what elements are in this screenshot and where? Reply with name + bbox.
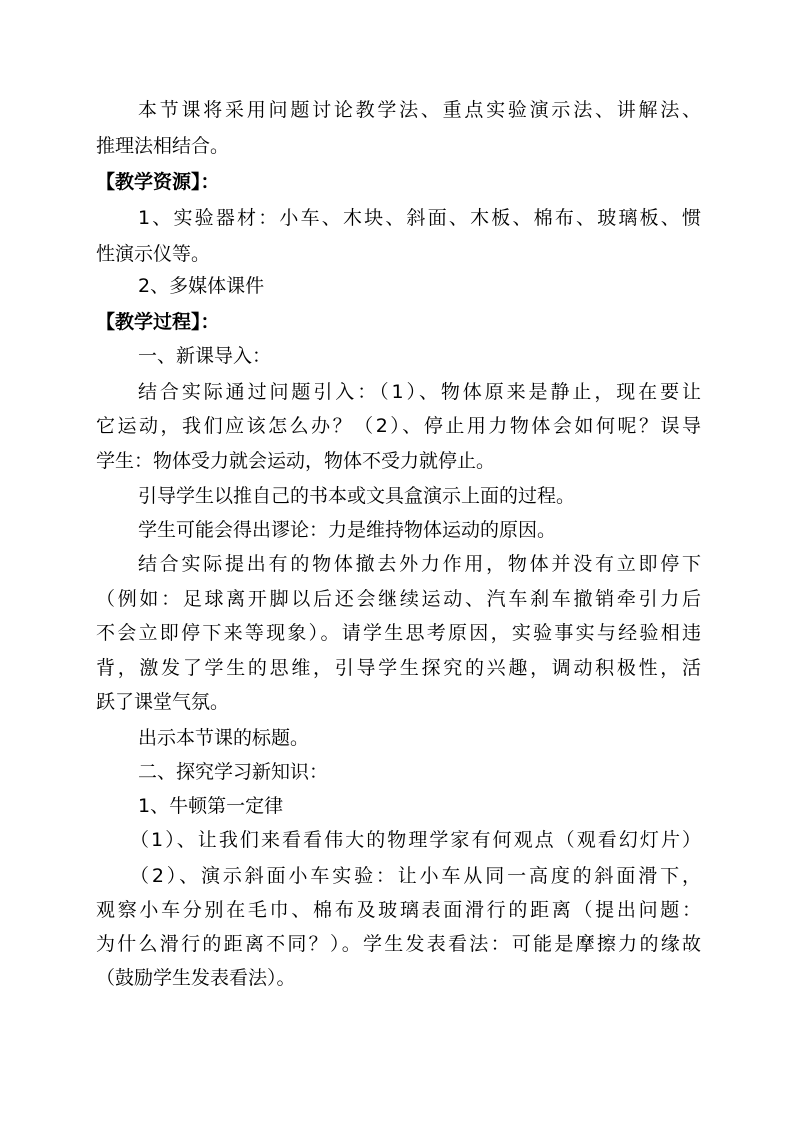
paragraph-line: 为什么滑行的距离不同？）。学生发表看法：可能是摩擦力的缘故: [96, 933, 701, 955]
paragraph-line: 2、多媒体课件: [138, 275, 265, 297]
section-heading-resources: 【教学资源】：: [96, 171, 220, 193]
paragraph-line: 1、实验器材：小车、木块、斜面、木板、棉布、玻璃板、惯: [138, 207, 701, 229]
paragraph-line: （鼓励学生发表看法）。: [96, 967, 296, 989]
paragraph-line: 结合实际通过问题引入：（1）、物体原来是静止，现在要让: [138, 381, 701, 403]
paragraph-line: 1、牛顿第一定律: [138, 795, 284, 817]
paragraph-line: 它运动，我们应该怎么办？（2）、停止用力物体会如何呢？误导: [96, 415, 701, 437]
paragraph-line: 结合实际提出有的物体撤去外力作用，物体并没有立即停下: [138, 553, 701, 575]
paragraph-line: 引导学生以推自己的书本或文具盒演示上面的过程。: [138, 485, 576, 507]
paragraph-line: （1）、让我们来看看伟大的物理学家有何观点（观看幻灯片）: [130, 829, 701, 851]
paragraph-line: 出示本节课的标题。: [138, 727, 310, 749]
paragraph-line: 推理法相结合。: [96, 135, 230, 157]
paragraph-line: 跃了课堂气氛。: [96, 691, 230, 713]
paragraph-line: 背，激发了学生的思维，引导学生探究的兴趣，调动积极性，活: [96, 657, 701, 679]
paragraph-line: 学生可能会得出谬论：力是维持物体运动的原因。: [138, 519, 557, 541]
paragraph-line: 二、探究学习新知识：: [138, 761, 329, 783]
section-heading-process: 【教学过程】：: [96, 311, 220, 333]
paragraph-line: （2）、演示斜面小车实验：让小车从同一高度的斜面滑下，: [130, 865, 701, 887]
paragraph-line: 学生：物体受力就会运动，物体不受力就停止。: [96, 450, 496, 472]
paragraph-line: 性演示仪等。: [96, 243, 211, 265]
paragraph-line: 不会立即停下来等现象）。请学生思考原因，实验事实与经验相违: [96, 622, 701, 644]
paragraph-line: （例如：足球离开脚以后还会继续运动、汽车刹车撤销牵引力后: [96, 588, 701, 610]
paragraph-line: 本节课将采用问题讨论教学法、重点实验演示法、讲解法、: [138, 99, 701, 121]
paragraph-line: 一、新课导入：: [138, 345, 272, 367]
paragraph-line: 观察小车分别在毛巾、棉布及玻璃表面滑行的距离（提出问题：: [96, 899, 701, 921]
